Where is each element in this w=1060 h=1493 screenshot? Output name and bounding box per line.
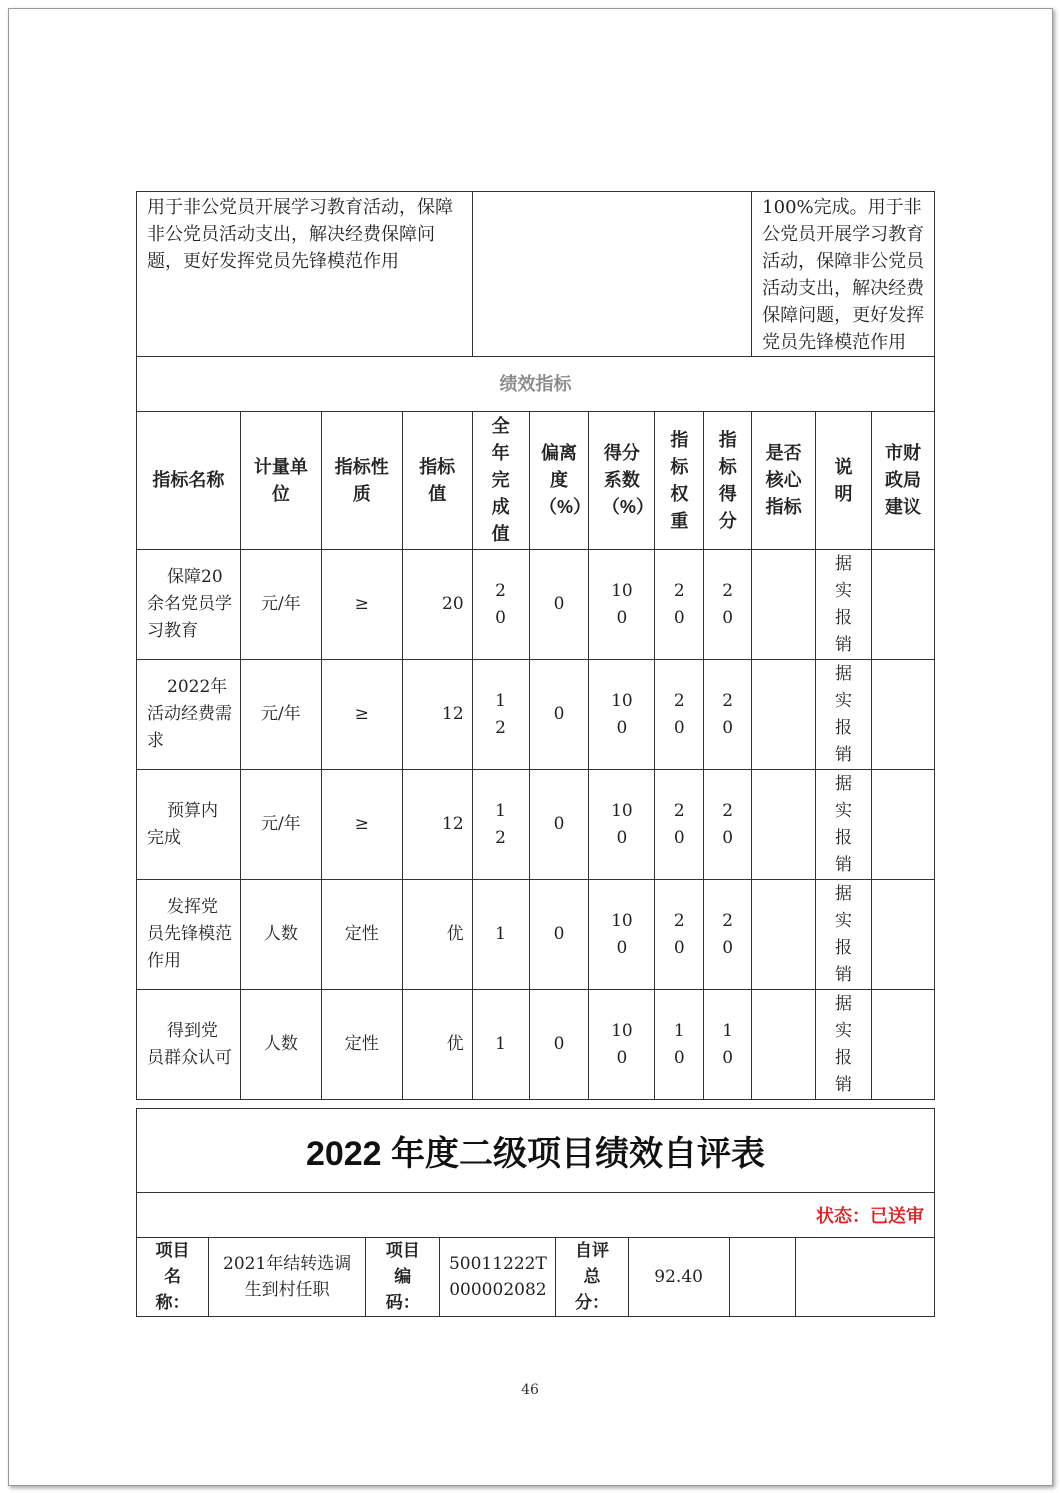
advice-cell <box>871 660 934 770</box>
header-cell: 得分系数（%） <box>589 412 655 550</box>
note-cell: 据实报销 <box>816 660 872 770</box>
table-row <box>137 880 935 990</box>
status-badge: 状态：已送审 <box>137 1193 935 1238</box>
actual-cell: 1 <box>472 990 529 1100</box>
project-name-label: 项目名称： <box>137 1238 209 1317</box>
score-cell: 20 <box>704 550 752 660</box>
actual-cell: 12 <box>472 770 529 880</box>
actual-cell: 12 <box>472 660 529 770</box>
unit-cell: 元/年 <box>240 550 321 660</box>
header-cell: 指标性质 <box>321 412 402 550</box>
nature-cell: 定性 <box>321 880 402 990</box>
core-cell <box>752 770 816 880</box>
description-left: 用于非公党员开展学习教育活动，保障非公党员活动支出，解决经费保障问题，更好发挥党员先锋模范作用 <box>137 192 473 357</box>
project-code: 50011222T000002082 <box>440 1238 556 1317</box>
core-cell <box>752 660 816 770</box>
header-cell: 指标得分 <box>704 412 752 550</box>
description-middle <box>472 192 752 357</box>
note-cell: 据实报销 <box>816 880 872 990</box>
note-cell: 据实报销 <box>816 770 872 880</box>
weight-cell: 20 <box>655 880 704 990</box>
self-evaluation-form <box>136 1108 935 1317</box>
coef-cell: 100 <box>589 660 655 770</box>
header-cell: 指标名称 <box>137 412 241 550</box>
empty-cell <box>729 1238 795 1317</box>
coef-cell: 100 <box>589 880 655 990</box>
indicator-name: 2022年活动经费需求 <box>137 660 241 770</box>
unit-cell: 元/年 <box>240 660 321 770</box>
table-row <box>137 990 935 1100</box>
self-score-label: 自评总分： <box>556 1238 628 1317</box>
header-cell: 说明 <box>816 412 872 550</box>
indicator-name: 预算内完成 <box>137 770 241 880</box>
header-cell: 指标权重 <box>655 412 704 550</box>
core-cell <box>752 990 816 1100</box>
deviation-cell: 0 <box>529 770 589 880</box>
indicator-name: 得到党员群众认可 <box>137 990 241 1100</box>
deviation-cell: 0 <box>529 550 589 660</box>
coef-cell: 100 <box>589 770 655 880</box>
value-cell: 12 <box>402 770 472 880</box>
page-number: 46 <box>521 1382 539 1398</box>
unit-cell: 人数 <box>240 880 321 990</box>
coef-cell: 100 <box>589 550 655 660</box>
score-cell: 20 <box>704 880 752 990</box>
description-row <box>137 192 935 357</box>
header-cell: 全年完成值 <box>472 412 529 550</box>
description-right: 100%完成。用于非公党员开展学习教育活动，保障非公党员活动支出，解决经费保障问题，更好发挥党员先锋模范作用 <box>752 192 935 357</box>
project-info-row <box>137 1238 935 1317</box>
self-score: 92.40 <box>628 1238 729 1317</box>
weight-cell: 10 <box>655 990 704 1100</box>
advice-cell <box>871 770 934 880</box>
value-cell: 优 <box>402 990 472 1100</box>
header-cell: 是否核心指标 <box>752 412 816 550</box>
score-cell: 10 <box>704 990 752 1100</box>
core-cell <box>752 550 816 660</box>
empty-cell <box>795 1238 934 1317</box>
nature-cell: ≥ <box>321 770 402 880</box>
header-row <box>137 412 935 550</box>
header-cell: 市财政局建议 <box>871 412 934 550</box>
nature-cell: 定性 <box>321 990 402 1100</box>
weight-cell: 20 <box>655 660 704 770</box>
table-row <box>137 550 935 660</box>
weight-cell: 20 <box>655 770 704 880</box>
header-cell: 偏离度（%） <box>529 412 589 550</box>
nature-cell: ≥ <box>321 660 402 770</box>
note-cell: 据实报销 <box>816 550 872 660</box>
project-name: 2021年结转选调生到村任职 <box>209 1238 366 1317</box>
project-code-label: 项目编码： <box>366 1238 440 1317</box>
unit-cell: 人数 <box>240 990 321 1100</box>
section-title: 绩效指标 <box>137 357 935 412</box>
unit-cell: 元/年 <box>240 770 321 880</box>
core-cell <box>752 880 816 990</box>
indicator-name: 保障20余名党员学习教育 <box>137 550 241 660</box>
advice-cell <box>871 990 934 1100</box>
deviation-cell: 0 <box>529 880 589 990</box>
table-row <box>137 770 935 880</box>
header-cell: 指标值 <box>402 412 472 550</box>
advice-cell <box>871 880 934 990</box>
actual-cell: 1 <box>472 880 529 990</box>
value-cell: 20 <box>402 550 472 660</box>
performance-table <box>136 191 935 1100</box>
form-title: 2022 年度二级项目绩效自评表 <box>137 1109 935 1193</box>
value-cell: 优 <box>402 880 472 990</box>
value-cell: 12 <box>402 660 472 770</box>
score-cell: 20 <box>704 660 752 770</box>
table-row <box>137 660 935 770</box>
advice-cell <box>871 550 934 660</box>
deviation-cell: 0 <box>529 660 589 770</box>
actual-cell: 20 <box>472 550 529 660</box>
nature-cell: ≥ <box>321 550 402 660</box>
note-cell: 据实报销 <box>816 990 872 1100</box>
header-cell: 计量单位 <box>240 412 321 550</box>
deviation-cell: 0 <box>529 990 589 1100</box>
coef-cell: 100 <box>589 990 655 1100</box>
weight-cell: 20 <box>655 550 704 660</box>
score-cell: 20 <box>704 770 752 880</box>
indicator-name: 发挥党员先锋模范作用 <box>137 880 241 990</box>
